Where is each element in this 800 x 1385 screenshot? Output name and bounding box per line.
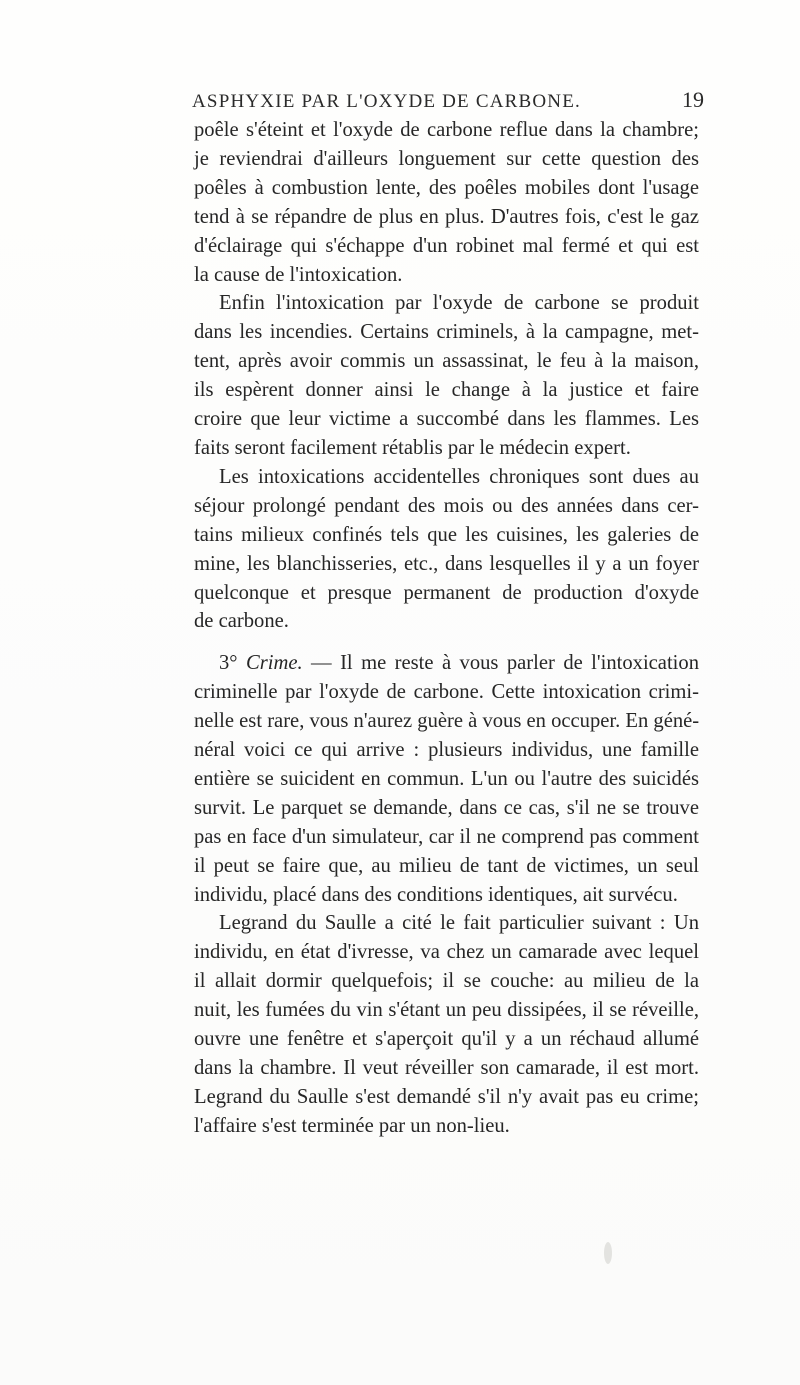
text-line: dans les incendies. Certains criminels, à la campagne, met-	[194, 321, 699, 344]
text-line: je reviendrai d'ailleurs longuement sur cette question des	[194, 147, 699, 170]
text-line: poêle s'éteint et l'oxyde de carbone reflue dans la chambre;	[194, 119, 699, 141]
text-line: Legrand du Saulle s'est demandé s'il n'y avait pas eu crime;	[194, 1085, 699, 1108]
text-line: ils espèrent donner ainsi le change à la justice et faire	[194, 379, 699, 402]
text-line: nuit, les fumées du vin s'étant un peu dissipées, il se réveille,	[194, 999, 699, 1022]
text-line: croire que leur victime a succombé dans les flammes. Les	[194, 408, 699, 431]
text-line: survit. Le parquet se demande, dans ce cas, s'il ne se trouve	[194, 796, 699, 819]
section-number: 3°	[219, 652, 246, 675]
text-line: poêles à combustion lente, des poêles mobiles dont l'usage	[194, 176, 699, 199]
text-line: de carbone.	[194, 610, 289, 633]
text-line: individu, placé dans des conditions identiques, ait survécu.	[194, 883, 678, 906]
text-line: entière se suicident en commun. L'un ou l'autre des suicidés	[194, 767, 699, 790]
text-line: ouvre une fenêtre et s'aperçoit qu'il y a un réchaud allumé	[194, 1028, 699, 1051]
text-line: tend à se répandre de plus en plus. D'autres fois, c'est le gaz	[194, 205, 699, 228]
text-line: Legrand du Saulle a cité le fait particulier suivant : Un	[219, 912, 699, 935]
text-line: faits seront facilement rétablis par le médecin expert.	[194, 436, 631, 459]
text-line: séjour prolongé pendant des mois ou des années dans cer-	[194, 494, 699, 517]
text-line: la cause de l'intoxication.	[194, 263, 403, 286]
text-line: il allait dormir quelquefois; il se couche: au milieu de la	[194, 970, 699, 993]
text-line: quelconque et presque permanent de production d'oxyde	[194, 581, 699, 604]
text-line: tent, après avoir commis un assassinat, le feu à la maison,	[194, 350, 699, 373]
text-line: Les intoxications accidentelles chroniques sont dues au	[219, 465, 699, 488]
body-text	[194, 116, 699, 1141]
text-line: il peut se faire que, au milieu de tant de victimes, un seul	[194, 854, 699, 877]
section-title: Crime.	[245, 652, 303, 675]
text-line: tains milieux confinés tels que les cuisines, les galeries de	[194, 523, 699, 546]
text-line: Enfin l'intoxication par l'oxyde de carbone se produit	[219, 292, 699, 315]
page-number: 19	[682, 87, 704, 112]
section-text: — Il me reste à vous parler de l'intoxication	[302, 652, 699, 675]
text-line: l'affaire s'est terminée par un non-lieu.	[194, 1114, 510, 1137]
ink-smudge	[604, 1242, 612, 1264]
text-line: individu, en état d'ivresse, va chez un camarade avec lequel	[194, 941, 699, 964]
section-heading-line	[194, 649, 699, 678]
text-line: néral voici ce qui arrive : plusieurs individus, une famille	[194, 739, 699, 762]
text-line: d'éclairage qui s'échappe d'un robinet mal fermé et qui est	[194, 234, 699, 257]
running-title: ASPHYXIE PAR L'OXYDE DE CARBONE.	[192, 91, 581, 112]
text-line: dans la chambre. Il veut réveiller son camarade, il est mort.	[194, 1057, 699, 1079]
text-line: nelle est rare, vous n'aurez guère à vous en occuper. En géné-	[194, 710, 700, 733]
text-line: mine, les blanchisseries, etc., dans lesquelles il y a un foyer	[194, 552, 699, 575]
text-line: criminelle par l'oxyde de carbone. Cette intoxication crimi-	[194, 681, 699, 704]
text-line: pas en face d'un simulateur, car il ne comprend pas comment	[194, 825, 699, 848]
